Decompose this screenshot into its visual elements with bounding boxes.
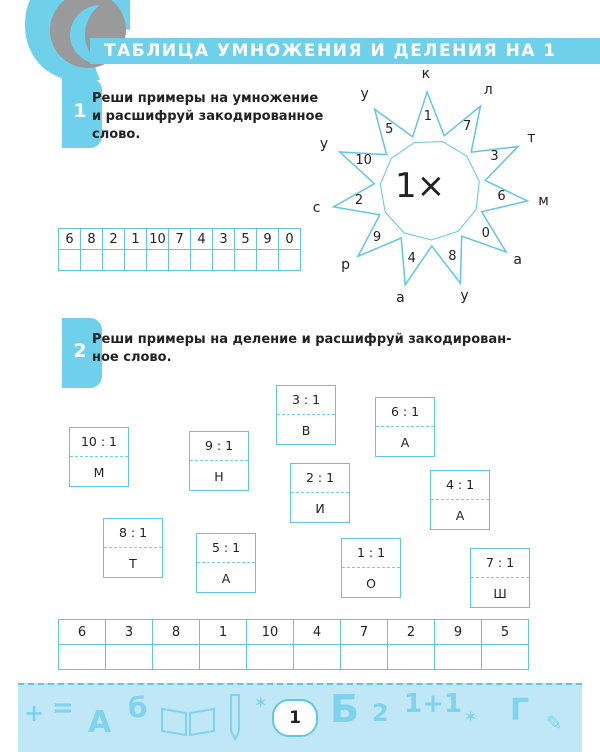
puzzle-piece — [430, 470, 490, 530]
task1-letter-row — [59, 250, 301, 271]
task2-letter-row — [59, 645, 529, 670]
star-letter: м — [538, 192, 549, 209]
t1-num-cell: 5 — [235, 229, 257, 250]
task2-line1: Реши примеры на деление и расшифруй закодирован- — [92, 332, 512, 347]
page-number-badge — [272, 699, 318, 737]
star-letter: л — [483, 82, 493, 99]
t1-blank-cell[interactable] — [81, 250, 103, 271]
t1-blank-cell[interactable] — [147, 250, 169, 271]
t2-num-cell: 5 — [482, 620, 529, 645]
t1-num-cell: 1 — [125, 229, 147, 250]
one-plus-one-doodle-icon: 1+1 — [404, 689, 462, 719]
puzzle-expression: 9 : 1 — [204, 438, 234, 453]
t1-num-cell: 7 — [169, 229, 191, 250]
t2-num-cell: 1 — [200, 620, 247, 645]
t2-num-cell: 2 — [388, 620, 435, 645]
task2-number-row — [59, 620, 529, 645]
footer-band — [18, 683, 582, 752]
puzzle-letter: Т — [129, 556, 137, 571]
star-doodle-icon: ✶ — [464, 707, 478, 726]
task1-line2: и расшифруй закодированное — [92, 109, 324, 124]
puzzle-piece — [341, 538, 401, 598]
puzzle-expression: 4 : 1 — [445, 477, 475, 492]
task2-instructions — [92, 331, 562, 367]
t1-num-cell: 10 — [147, 229, 169, 250]
t1-num-cell: 4 — [191, 229, 213, 250]
t1-blank-cell[interactable] — [103, 250, 125, 271]
puzzle-letter: А — [455, 508, 465, 523]
star-number: 3 — [490, 149, 499, 165]
task1-line3: слово. — [92, 127, 141, 142]
puzzle-letter: О — [366, 576, 376, 591]
puzzle-piece — [375, 397, 435, 457]
puzzle-letter: М — [93, 465, 105, 480]
t2-blank-cell[interactable] — [59, 645, 106, 670]
star-doodle-icon: ✶ — [254, 693, 268, 712]
puzzle-piece — [103, 518, 163, 578]
letter-g-doodle-icon: Г — [510, 693, 530, 728]
star-number: 10 — [355, 153, 372, 169]
star-number: 6 — [497, 189, 506, 205]
star-number: 2 — [354, 193, 364, 209]
star-letter: т — [527, 129, 536, 146]
puzzle-piece — [69, 427, 129, 487]
star-number: 0 — [481, 226, 490, 242]
page-number: 1 — [289, 708, 301, 728]
t2-num-cell: 10 — [247, 620, 294, 645]
puzzle-expression: 2 : 1 — [305, 470, 335, 485]
equals-doodle-icon: = — [52, 693, 74, 723]
t2-blank-cell[interactable] — [482, 645, 529, 670]
puzzle-piece — [196, 533, 256, 593]
t2-blank-cell[interactable] — [435, 645, 482, 670]
t1-blank-cell[interactable] — [235, 250, 257, 271]
star-number: 8 — [448, 249, 457, 265]
puzzle-piece — [470, 548, 530, 608]
star-number: 1 — [423, 109, 432, 125]
task1-answer-table — [58, 228, 301, 271]
puzzle-letter: И — [315, 501, 325, 516]
t1-num-cell: 8 — [81, 229, 103, 250]
puzzle-piece — [189, 431, 249, 491]
task1-line1: Реши примеры на умножение — [92, 91, 319, 106]
star-letter: а — [513, 252, 522, 269]
t1-num-cell: 2 — [103, 229, 125, 250]
t1-blank-cell[interactable] — [169, 250, 191, 271]
t2-blank-cell[interactable] — [200, 645, 247, 670]
page-title: ТАБЛИЦА УМНОЖЕНИЯ И ДЕЛЕНИЯ НА 1 — [104, 41, 557, 61]
star-letter: р — [341, 257, 350, 274]
t1-num-cell: 9 — [257, 229, 279, 250]
star-number: 5 — [385, 121, 394, 137]
letter-a-doodle-icon: A — [88, 705, 112, 740]
puzzle-expression: 5 : 1 — [211, 540, 241, 555]
star-letter: к — [421, 66, 431, 83]
puzzle-letter: В — [301, 423, 311, 438]
puzzle-letter: Н — [214, 469, 224, 484]
star-number: 9 — [372, 229, 382, 245]
star-letter: у — [360, 85, 369, 102]
task2-line2: ное слово. — [92, 350, 172, 365]
t2-num-cell: 9 — [435, 620, 482, 645]
number-doodle-icon: 2 — [372, 699, 389, 727]
task1-number-row — [59, 229, 301, 250]
t2-blank-cell[interactable] — [294, 645, 341, 670]
star-letter: у — [319, 135, 329, 152]
book-doodle-icon — [158, 701, 218, 737]
star-number: 7 — [462, 119, 472, 135]
puzzle-piece — [290, 463, 350, 523]
letter-b-doodle-icon: б — [128, 691, 148, 724]
task1-number: 1 — [73, 100, 87, 122]
puzzle-expression: 10 : 1 — [80, 434, 118, 449]
star-letter: с — [312, 199, 321, 216]
t1-num-cell: 3 — [213, 229, 235, 250]
t1-num-cell: 6 — [59, 229, 81, 250]
letter-be-doodle-icon: Б — [330, 687, 359, 731]
t2-num-cell: 8 — [153, 620, 200, 645]
puzzle-expression: 6 : 1 — [390, 404, 420, 419]
t1-blank-cell[interactable] — [279, 250, 301, 271]
pencil-doodle-icon — [223, 693, 247, 743]
t1-blank-cell[interactable] — [191, 250, 213, 271]
t2-num-cell: 6 — [59, 620, 106, 645]
t2-num-cell: 4 — [294, 620, 341, 645]
t2-blank-cell[interactable] — [106, 645, 153, 670]
t2-blank-cell[interactable] — [247, 645, 294, 670]
puzzle-expression: 8 : 1 — [118, 525, 148, 540]
puzzle-piece — [276, 385, 336, 445]
t1-blank-cell[interactable] — [59, 250, 81, 271]
puzzle-expression: 7 : 1 — [485, 555, 515, 570]
plus-doodle-icon: + — [24, 699, 45, 727]
task1-instructions — [92, 90, 342, 144]
t1-blank-cell[interactable] — [213, 250, 235, 271]
t1-blank-cell[interactable] — [257, 250, 279, 271]
t2-blank-cell[interactable] — [153, 645, 200, 670]
puzzle-expression: 1 : 1 — [356, 545, 386, 560]
t1-num-cell: 0 — [279, 229, 301, 250]
star-center-label: 1× — [395, 166, 446, 206]
t2-blank-cell[interactable] — [341, 645, 388, 670]
puzzle-letter: Ш — [493, 586, 507, 601]
star-number: 4 — [407, 250, 416, 266]
t2-blank-cell[interactable] — [388, 645, 435, 670]
star-letter: а — [396, 290, 405, 307]
t1-blank-cell[interactable] — [125, 250, 147, 271]
puzzle-letter: А — [400, 435, 410, 450]
star-letter: у — [460, 288, 469, 305]
task2-number: 2 — [73, 340, 87, 362]
task2-answer-table — [58, 619, 529, 670]
puzzle-expression: 3 : 1 — [291, 392, 321, 407]
puzzle-letter: А — [221, 571, 231, 586]
hand-doodle-icon: ✎ — [546, 711, 563, 735]
t2-num-cell: 3 — [106, 620, 153, 645]
t2-num-cell: 7 — [341, 620, 388, 645]
